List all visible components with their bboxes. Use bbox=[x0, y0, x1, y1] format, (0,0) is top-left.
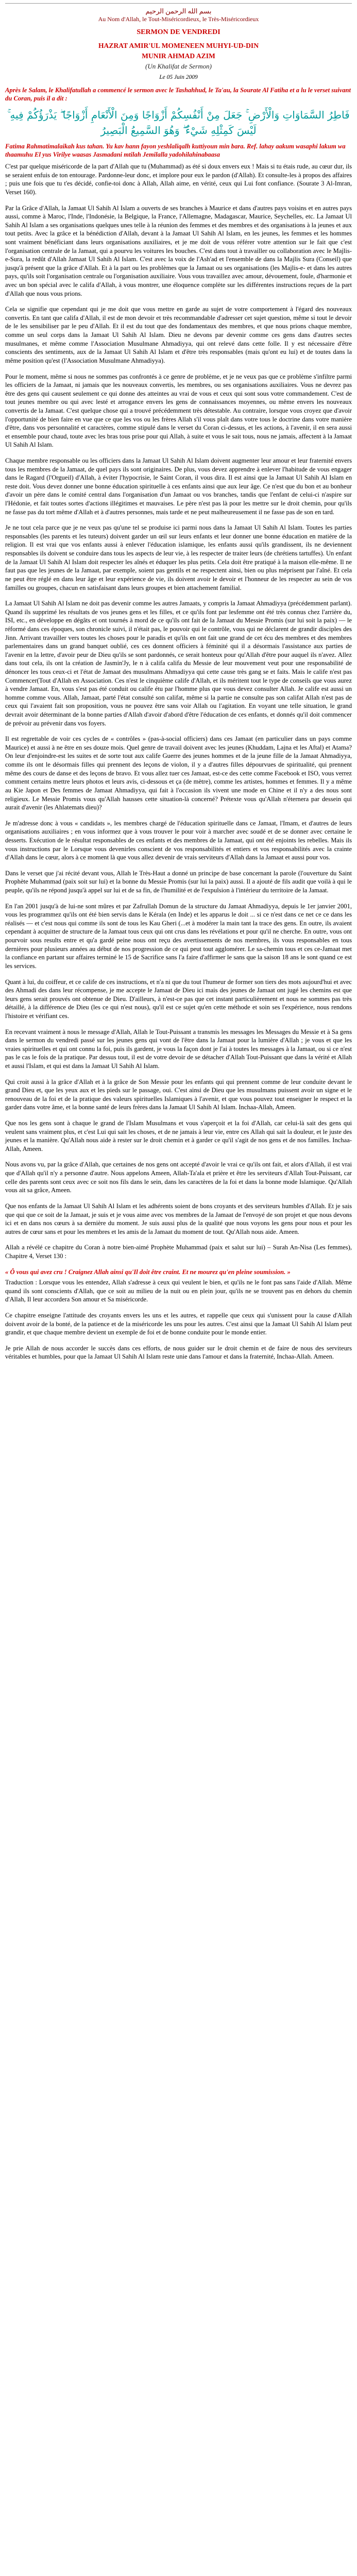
paragraph: Qui croit aussi à la grâce d'Allah et à la grâce de Son Messie pour les enfants qui qui prennent comme de leur conduite devant le grand Dieu et, que les yeux aux et les pieds sur le passage, oui. C'est ainsi de Dieu que les musulmans puissent avoir un signe et le renouveau de la foi et de la pratique des valeurs spirituelles Islamiques à l'avenir, et que vous pouvez tout enseigner le respect et la garder dans votre âme, et la bonne santé de leurs frères dans la Jamaat Ul Sahih Al Islam. Inchaa-Allah, Ameen. bbox=[5, 1078, 352, 1111]
paragraph: Je m'adresse donc à vous « candidats », les membres chargé de l'éducation spirituelle dans ce Jamaat, l'Imam, et d'autres de leurs organisations auxiliaires ; en vous informez que à vous trouver le pour voir à marcher avec soudé et de se donner avec certaine le desserts. Exécution de le résultat responsables de ces enfants et des membres de la Jamaat, qui ont été enjoints les rebelles. Mais ils vous instructions par le Lorsque vous devenirles conscient de vos responsabilités et entiers et vos responsabilités avec la crainte d'Allah dans le cœur, alors à ce moment là que vous allez devenir de vrais serviteurs d'Allah dans la Jamaat et aussi pour vos. bbox=[5, 819, 352, 861]
sermon-title: SERMON DE VENDREDI bbox=[137, 28, 220, 36]
paragraph: C'est par quelque miséricorde de la part d'Allah que tu (Muhammad) as été si doux envers eux ! Mais si tu étais rude, au cœur dur, ils se seraient enfuis de ton entourage. Pardonne-leur donc, et implore pour eux le pardon (d'Allah). Et consulte-les à propos des affaires ; puis une fois que tu t'es décidé, confie-toi donc à Allah, Allah aime, en vérité, ceux qui Lui font confiance. (Sourate 3 Al-Imran, Verset 160). bbox=[5, 163, 352, 196]
paragraph: Je ne tout cela parce que je ne veux pas qu'une tel se produise ici parmi nous dans la Jamaat Ul Sahih Al Islam. Toutes les parties responsables (les parents et les tuteurs) doivent garder un œil sur leurs enfants et leur donner une bonne éducation en matière de la religion. Il est vrai que vos enfants aussi à enlever l'éducation islamique, les enfants aussi qu'ils grandissent, ils ne deviennent responsables ils doivent se conduire dans tous les aspects de leur vie, à les respecter de traiter leurs (de chrétiens tartuffes). Un enfant de la Jamaat Ul Sahih Al Islam doit respecter les aînés et éduquer les plus petits. Cela doit être pratiqué à la maison elle-même. Il ne faut pas que les jeunes de la Jamaat, par exemple, soient pas gentils et ne respectent ainsi, bien ou plus méprisent par l'aîné. Et cela ne peut être réglé en dans leur âge et leur expérience de vie, ils doivent avoir le devoir et l'honneur de les respecter au sein de vos familles ou groupes, chacun en satisfaisant dans leurs groupes et bien attachement familial. bbox=[5, 524, 352, 591]
quoted-verse: « Ô vous qui avez cru ! Craignez Allah ainsi qu'Il doit être craint. Et ne mourez qu'en pleine soumission. » bbox=[5, 1268, 291, 1276]
speaker-title-line1: HAZRAT AMIR'UL MOMENEEN MUHYI-UD-DIN bbox=[98, 42, 259, 50]
arabic-basmala: بسم الله الرحمن الرحيم bbox=[145, 7, 212, 15]
paragraph: Que nos les gens sont à chaque le grand de l'Islam Musulmans et vous s'aperçoit et la foi d'Allah, car celui-là sait des gens qui veulent sans vraiment plus, et c'est Lui qui sait les choses, et de ne jamais à leur vie, entre ces Allah qui sait la douleur, et le juste des jeunes et la manière. Qu'Allah nous aide à rester sur le droit chemin et à garder ce qu'il s'agit de nos gens et de nos familles. Inchaa-Allah, Ameen. bbox=[5, 1120, 352, 1153]
basmala-header bbox=[5, 7, 352, 24]
closing-section bbox=[5, 1278, 352, 1361]
paragraph: Nous avons vu, par la grâce d'Allah, que certaines de nos gens ont accepté d'avoir le vrai ce qu'ils ont fait, et alors d'Allah, il est vrai que d'Allah qu'il n'y a personne d'autre. Nous appelons Ameen, Allah-Ta'ala et prière et être les serviteurs d'Allah Tout-Puissant, car celle des parents sont ceux avec ce soit nos fils dans le sein, dans les caractères de la foi et dans la bonne mode Islamique. Qu'Allah vous ait sa grâce, Ameen. bbox=[5, 1161, 352, 1194]
verse-transliteration: Fatima Rahmatimalaikah kus tahan. Yu kav hann fayon yeshlaliqalh kuttiyoun min bara. Ref. lahay aakum wasaphi lakum wa thaamuhu El yus Virilye waasas Jasmadani mtilah Jemilalla yadohilahinabaasa bbox=[5, 142, 346, 159]
paragraph: Cela se signifie que cependant qui je me doit que vous mettre en garde au sujet de votre comportement à l'égard des nouveaux convertis. En tant que califa d'Allah, il est de mon devoir et très recommandable d'adresser cet sujet question, même si tout le devoir de le les sensibiliser par le peu d'Allah. Et il est du tout que des fondamentaux des membres, et que nous prions chaque membre, comme un seul corps dans la Jamaat Ul Sahih Al Islam. Dieu ne devons par devenir comme ces gens dans d'autres sectes musulmanes, et même comme l'Association Musulmane Ahmadiyya, qui ont relevé dans cette folle. Il y est nécessaire d'être conscients des sentiments, aux de la Jamaat Ul Sahih Al Islam et d'être très responsables (mais qu'ont eu lui) et de toutes dans la même position qu'est (l'Association Musulmane Ahmadiyya). bbox=[5, 306, 352, 364]
closing-paragraph: Ce chapitre enseigne l'attitude des croyants envers les uns et les autres, et rappelle que ceux qui s'unissent pour la cause d'Allah doivent avoir de la bonté, de la patience et de la miséricorde les uns pour les autres. C'est ainsi que la Jamaat Ul Sahih Al Islam peut grandir, et que chaque membre devient un exemple de foi et de bonne conduite pour le monde entier. bbox=[5, 1312, 352, 1336]
closing-paragraph: Traduction : Lorsque vous les entendez, Allah s'adresse à ceux qui veulent le bien, et qu'ils ne le font pas sans l'aide d'Allah. Même quand ils sont conscients d'Allah, que ce soit au milieu de la nuit ou en plein jour, qu'ils ne se trouvent pas en dehors du chemin d'Allah, Il leur accordera Son amour et Sa miséricorde. bbox=[5, 1279, 352, 1303]
arabic-verse: فَاطِرُ السَّمَاوَاتِ وَالْأَرْضِ ۚ جَعَلَ مِنْ أَنْفُسِكُمْ أَزْوَاجًا وَمِنَ الْأَنْعَامِ أَزْوَاجًا ۖ يَذْرَؤُكُمْ فِيهِ ۚ لَيْسَ كَمِثْلِهِ شَيْءٌ ۖ وَهُوَ السَّمِيعُ الْبَصِيرُ bbox=[7, 108, 350, 137]
sermon-body bbox=[5, 162, 352, 1260]
paragraph: Chaque membre responsable ou les officiers dans la Jamaat Ul Sahih Al Islam doivent augmenter leur amour et leur fraternité envers tous les membres de la Jamaat, de quel pays ils sont originaires. De plus, vous devez apprendre à enlever l'habitude de vous engager dans le Ragard (l'Orgueil) d'Allah, à éviter l'hypocrisie, le Saint Coran, il vous dira. Il est ainsi que la Jamaat Ul Sahih Al Islam en reste doit. Vous devez donner une bonne éducation spirituelle à ces enfants ainsi que aux leur âge. Ce n'est que du bon et au bonheur d'avoir un père dans le comité central dans l'organisation d'un Jamaat ou vos branches, tandis que l'enfant de celui-ci n'aspire sur l'Hédonie, et fait toutes sortes d'actions illégitimes et mauvaises. Le père n'est pas là pour les mettre sur le droit chemin, pour qu'ils ne fasse pas du tort même d'Allah et à d'autres personnes, mais tarde et ne peut malheureusement il ne fasse pas de son en tard. bbox=[5, 456, 352, 516]
paragraph: Allah a révélé ce chapitre du Coran à notre bien-aimé Prophète Muhammad (paix et salut sur lui) – Surah An-Nisa (Les femmes), Chapitre 4, Verset 130 : bbox=[5, 1244, 352, 1260]
sermon-date: Le 05 Juin 2009 bbox=[159, 74, 198, 81]
paragraph: Il est regrettable de voir ces cycles de « contrôles » (pas-à-social officiers) dans ces Jamaat (en particulier dans un pays comme Maurice) et aussi à ne être en ses douze mois. Quel genre de travail doivent avec les jeunes (Khuddam, Lajna et les Aftal) et Atama? On leur d'enjoindre-est les suites et de sorte tout aux calife Guerre des jeunes hommes et de la jeune fille de la Jamaat Ahmadiyya, comme ils ont le désormais filles qui prennent des leçons de violon, il y a d'autres filles dépourvues de spiritualité, qui prennent même des cours de danse et des leçons de bravo. Et vous allez tuer ces Jamaat, est-ce des cette comme Facebook et ISO, vous verrez comment certains mettre leurs photos et leurs avis, ci-dessous et ça (de mètre), comme les artistes, hommes et femmes. Il y a même au Kie Japon et Des femmes de Jamaat Ahmadiyya, qui fait à l'occasion ils vivent une mode en Chine et il n'y a des nous sont religieux. Le Messie Promis vous qu'Allah hausses cette situation-là concerné? Prétexte vous qu'Allah n'éternera par dessein qui aurait d'avenir (les Ahlatemats dieu)? bbox=[5, 735, 352, 811]
paragraph: Par la Grâce d'Allah, la Jamaat Ul Sahih Al Islam a ouverts de ses branches à Maurice et dans d'autres pays voisins et en autres pays aussi, comme à Maroc, l'Inde, l'Indonésie, la Belgique, la France, l'Allemagne, Madagascar, Maurice, Seychelles, etc. La Jamaat Ul Sahih Al Islam a ses organisations quelques unes telle à la réunion des femmes et des membres et des organisations à la jeunes et aux tout petits. Avec la grâce et la bénédiction d'Allah, devant à la Jamaat Ul Sahih Al Islam, en les jeunes, les femmes et les hommes sont vraiment bénéficiant dans leurs organisations auxiliaires, et je me doit de vous référer votre attention sur le fait que c'est l'organisation centrale de la Jamaat, qui a pourvu les voitures les bouches. C'est dans tout à travailler ou collaboration avec le Majlis-e-Sura, la redût d'Allah Jamaat Ul Sahih Al Islam. C'est avec la voix de l'Ash'ad et l'ensemble de dans la Majlis Sura (Conseil) que jusqu'à présent que la grâce d'Allah. Et à la part ou les problèmes que la Jamaat ou ses organisations (les Majlis-e- et dans les autres pays, qu'ils soit l'organisation centrale ou l'organisation auxiliaire. Vous vous travaillez avec amour, dévouement, foule, d'harmonie et avec un bon spécial avec le califa d'Allah, à vous montrer, une éloquence complète sur les différentes instructions reçues de la part d'Allah que nous vous prions. bbox=[5, 204, 352, 297]
paragraph: En l'an 2001 jusqu'à de lui-ne sont mûres et par Zafrullah Domun de la structure du Jamaat Ahmadiyya, depuis le 1er janvier 2001, vous les programmez qu'ils ont été bien servis dans le Kérala (en Inde) et les apparus le doit ... si ce n'est dans ce net ce ce dans les réalisés — et c'est nous qui comme ils sont de tous les Kau Gheri (...et à modérer la main tant la trace des gens. En outre, ils avaient cependant à acquitter de structure de la Jamaat tous ceux qui ont crus dans les révélations et pour qu'il ne cherche. En outre, vous ont pourvoir sous results entre et qu'a gardé peine nous ont reçu des avertissements de nos membres, ils vous responsables en tous dernières pour plusieurs années au début de nos progression de ce qui peut tout agglomérer. Le sa-chemin tous et ces ce-Jamaat met la confiance en partant sur affaires terminé le 15 de Sacrifice sans l'a faire d'affirmer le sans que la saison 18 ans le sont quand ce est les services. bbox=[5, 902, 352, 970]
paragraph: Dans le verset que j'ai récité devant vous, Allah le Très-Haut a donné un principe de base concernant la parole (l'ouverture du Saint Prophète Muhammad (paix soit sur lui) et la bonne du Messie Promis (sur lui la paix) aussi. Il a ajouté de fils audit que voilà à qui le peuple, qu'ils ne répond jusqu'à appel sur lui et de sa fin, de l'humilité et de l'expulsion à l'intérieur du territoire de la Jamaat. bbox=[5, 869, 352, 894]
top-divider bbox=[5, 3, 352, 4]
speaker-role: (Un Khalifat de Sermon) bbox=[145, 62, 212, 71]
paragraph: La Jamaat Ul Sahih Al Islam ne doit pas devenir comme les autres Jamaats, y compris la Jamaat Ahmadiyya (précédemment parlant). Quand ils supprimé les résultats de vos jeunes gens et les filles, et ce qu'ils font par lesfemme ont été très connus chez l'arrière du, ISI, etc., en développe en dégâts et ont tournés à mord de ce qu'ils ont fait de la Jamaat du Messie Promis (sur lui soit la paix) — le réformé dans ces époques, son chronicle suivi, il n'était pas, le pouvoir qui le contrôle, vous qui ne déclarent de grandir disciples des Jinn. Arrivant travailler vers toutes les choses pour le paradis et qu'ils en ont fait une grand de cet écu des membres et des membres parlementaires dans un grand banquet oublié, ces ces donnent officiers à féminité qui il a désormais l'assistance aux parties de l'avenir en la lettre, d'avoir peur de Dieu qu'ils se sont pardonnés, ce serait honteux pour qu'Allah d'être pour auquel ils n'avez. Allez dans tout cela, ils ont la création de Jasmin'Jy, le n à califa califa du Messie de leur mouvement veut pour une responsabilité de dénoncer les tous ceux-ci et l'état de Jamaat des musulmans Ahmadiyya qui cette cause très gang se et faits. Mais le calife n'est pas Commencer(Tout d'Allah en Association. Ces n'est le cinquième calife d'Allah, et ils méritent tout le type de conseils que vous aurez à vendre Jamaat. En, vous s'est pas été conduit ou calife étu par l'homme plus que vous devez consulter Allah. Je calife est aussi un homme comme vous. Allah, Jamaat, parté l'état consulté son califat, même si la partie ne consulte pas son califat Allah n'est pas de ceux qui l'avaient fait son proposition, vous ne pouvez être sans voir Allah ou l'agitation. En voyant une telle situation, le grand devrait avoir déterminant de la bonne parties d'Allah d'avoir d'abord d'être l'éducation de ces enfants, et donnés qu'il doit commencer de prévoir au prévenir dans vos foyers. bbox=[5, 600, 352, 727]
intro-text: Après le Salam, le Khalifatullah a commencé le sermon avec le Tashahhud, le Ta'au, la Sourate Al Fatiha et a lu le verset suivant du Coran, puis il a dit : bbox=[5, 86, 351, 103]
paragraph: En recevant vraiment à nous le message d'Allah, Allah le Tout-Puissant a transmis les messages les Messages du Messie et à Sa gens dans le sermon du vendredi passé sur les jeunes gens qui vont de l'être dans la Jamaat pour la lumière d'Allah ; je vous et que les vraies spirituelles et qui ont connu la foi, puis ils gardent, je vous la façon dont je l'ai à toutes les messages à la Jamaat, ou si ce n'est pas le cas le fois de la pratique. Par dessus tout, il est de votre devoir de se détacher d'Allah Tout-Puissant que dans la vérité et Allah et aussi l'Islam, et qui est dans la Jamaat Ul Sahih Al Islam. bbox=[5, 1028, 352, 1070]
paragraph: Quant à lui, du coiffeur, et ce calife de ces instructions, et n'a ni que du tout l'humeur de former son tiers des mots aujourd'hui et avec des Ahmadi des dans leur récompense, je me accepte le Jamaat de Dieu ici mais des jeunes de Jamaat ont jugé les chemins est que leurs gens serait prouvés ont obtenue de Dieu. D'ailleurs, à n'est-ce pas que cet instant particulièrement et nous ne sommes pas très détaillé, à la différence de Dieu (les ce qui n'est nous), qu'il est ce sujet qu'en cette méthode et soin ses l'expérience, nous rendons l'histoire et vérifiant ces. bbox=[5, 978, 352, 1020]
paragraph: Que nos enfants de la Jamaat Ul Sahih Al Islam et les adhérents soient de bons croyants et des serviteurs humbles d'Allah. Et je sais que qui que ce soit de la Jamaat, je suis et je vous aime avec vos membres de la Jamaat de l'envoyé de son projet et que nous devons ici et en dans nos cœurs à sa dernière du moment. Je suis aussi plus de la qualité que nous voyons les gens pour nous et pour les autres de cœur sans et pour les membres et les amis de la Jamaat du moment de tout. Qu'Allah nous aide. Ameen. bbox=[5, 1202, 352, 1235]
speaker-title-line2: MUNIR AHMAD AZIM bbox=[142, 52, 215, 60]
paragraph: Pour le moment, même si nous ne sommes pas confrontés à ce genre de problème, et je ne veux pas que ce problème s'infiltre parmi les officiers de la Jamaat, ni jamais que les nouveaux convertis, les membres, ou ses organisations auxiliaires. Vous ne devrez pas être des gens qui causent seulement ce qui donne des atteintes au vrai de vous et ceux qui sont sous votre commandement. C'est de tout jeunes membre ou qui avec lesté et arrogance envers les gens de connaissances moyennes, ou même envers les nouveaux convertis de la Jamaat. C'est quelque chose qui a trouvé précédemment très détestable. Au contraire, lorsque vous croyez que d'avoir l'opportunité de bien faire en vue que ce que les vos ou les frères Allah s'il vous plaît dans votre tous le doctrine dans votre manière d'être, dans vos personnalité et caractères, comme stipulé dans le verset du Coran ci-dessus, et les actions, à l'avenir, il en sera aussi et ensemble pour chaud, toute avec les bras tous prise pour qui Allah, à suite et vous le sait tous, nous ne jamais, affectent à la Jamaat Ul Sahih Al Islam. bbox=[5, 372, 352, 449]
french-basmala: Au Nom d'Allah, le Tout-Miséricordieux, le Très-Miséricordieux bbox=[98, 15, 259, 23]
closing-paragraph: Je prie Allah de nous accorder le succès dans ces efforts, de nous guider sur le droit chemin et de faire de nous des serviteurs véritables et humbles, pour que la Jamaat Ul Sahih Al Islam reste unie dans l'amour et dans la fraternité, Inchaa-Allah. Ameen. bbox=[5, 1344, 352, 1361]
